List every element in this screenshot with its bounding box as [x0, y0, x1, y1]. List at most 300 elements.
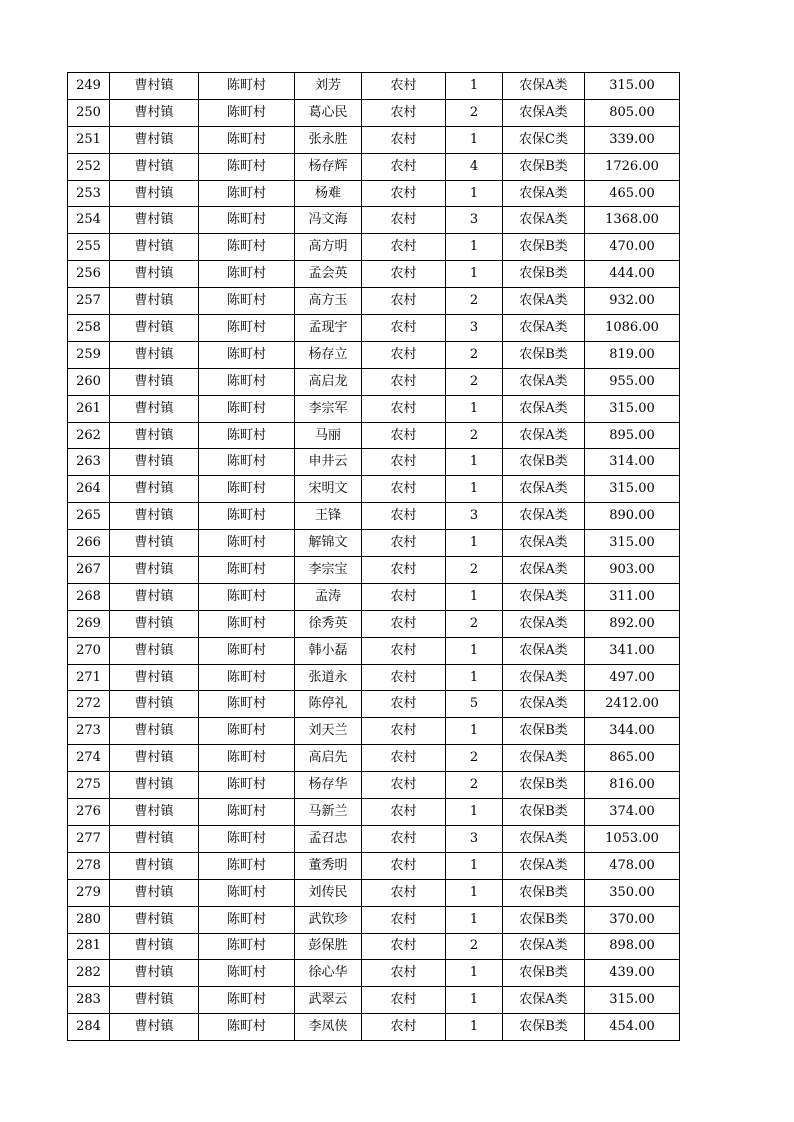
household-type-cell: 农村: [362, 153, 446, 180]
village-cell: 陈町村: [199, 745, 295, 772]
insurance-category-cell: 农保B类: [503, 772, 585, 799]
household-type-cell: 农村: [362, 610, 446, 637]
name-cell: 徐秀英: [295, 610, 362, 637]
household-type-cell: 农村: [362, 503, 446, 530]
member-count-cell: 2: [446, 557, 503, 584]
insurance-category-cell: 农保A类: [503, 557, 585, 584]
table-row: [68, 664, 680, 691]
amount-cell: 1086.00: [585, 315, 680, 342]
village-cell: 陈町村: [199, 987, 295, 1014]
amount-cell: 805.00: [585, 99, 680, 126]
row-number-cell: 264: [68, 476, 110, 503]
name-cell: 葛心民: [295, 99, 362, 126]
member-count-cell: 2: [446, 341, 503, 368]
village-cell: 陈町村: [199, 126, 295, 153]
insurance-category-cell: 农保A类: [503, 987, 585, 1014]
table-row: [68, 799, 680, 826]
name-cell: 杨存立: [295, 341, 362, 368]
household-type-cell: 农村: [362, 772, 446, 799]
table-row: [68, 180, 680, 207]
household-type-cell: 农村: [362, 557, 446, 584]
member-count-cell: 2: [446, 288, 503, 315]
village-cell: 陈町村: [199, 933, 295, 960]
town-cell: 曹村镇: [110, 180, 199, 207]
name-cell: 张道永: [295, 664, 362, 691]
town-cell: 曹村镇: [110, 1014, 199, 1041]
insurance-category-cell: 农保B类: [503, 879, 585, 906]
amount-cell: 478.00: [585, 852, 680, 879]
amount-cell: 315.00: [585, 987, 680, 1014]
household-type-cell: 农村: [362, 261, 446, 288]
town-cell: 曹村镇: [110, 530, 199, 557]
town-cell: 曹村镇: [110, 476, 199, 503]
town-cell: 曹村镇: [110, 261, 199, 288]
row-number-cell: 252: [68, 153, 110, 180]
insurance-category-cell: 农保A类: [503, 422, 585, 449]
table-row: [68, 879, 680, 906]
town-cell: 曹村镇: [110, 610, 199, 637]
table-row: [68, 73, 680, 100]
amount-cell: 341.00: [585, 637, 680, 664]
household-type-cell: 农村: [362, 637, 446, 664]
amount-cell: 350.00: [585, 879, 680, 906]
row-number-cell: 273: [68, 718, 110, 745]
table-row: [68, 960, 680, 987]
insurance-category-cell: 农保A类: [503, 691, 585, 718]
table-row: [68, 126, 680, 153]
insurance-category-cell: 农保A类: [503, 207, 585, 234]
insurance-category-cell: 农保A类: [503, 180, 585, 207]
household-type-cell: 农村: [362, 530, 446, 557]
amount-cell: 898.00: [585, 933, 680, 960]
insurance-category-cell: 农保A类: [503, 637, 585, 664]
row-number-cell: 267: [68, 557, 110, 584]
member-count-cell: 1: [446, 987, 503, 1014]
village-cell: 陈町村: [199, 960, 295, 987]
insurance-category-cell: 农保A类: [503, 99, 585, 126]
village-cell: 陈町村: [199, 476, 295, 503]
name-cell: 武翠云: [295, 987, 362, 1014]
town-cell: 曹村镇: [110, 422, 199, 449]
amount-cell: 892.00: [585, 610, 680, 637]
row-number-cell: 282: [68, 960, 110, 987]
insurance-category-cell: 农保A类: [503, 315, 585, 342]
village-cell: 陈町村: [199, 852, 295, 879]
amount-cell: 315.00: [585, 530, 680, 557]
member-count-cell: 1: [446, 234, 503, 261]
village-cell: 陈町村: [199, 315, 295, 342]
name-cell: 韩小磊: [295, 637, 362, 664]
row-number-cell: 266: [68, 530, 110, 557]
insurance-category-cell: 农保A类: [503, 583, 585, 610]
insurance-category-cell: 农保B类: [503, 234, 585, 261]
household-type-cell: 农村: [362, 987, 446, 1014]
town-cell: 曹村镇: [110, 341, 199, 368]
amount-cell: 374.00: [585, 799, 680, 826]
village-cell: 陈町村: [199, 1014, 295, 1041]
village-cell: 陈町村: [199, 207, 295, 234]
amount-cell: 816.00: [585, 772, 680, 799]
row-number-cell: 265: [68, 503, 110, 530]
name-cell: 孟会英: [295, 261, 362, 288]
member-count-cell: 1: [446, 73, 503, 100]
amount-cell: 1726.00: [585, 153, 680, 180]
household-type-cell: 农村: [362, 315, 446, 342]
amount-cell: 819.00: [585, 341, 680, 368]
insurance-category-cell: 农保B类: [503, 261, 585, 288]
name-cell: 彭保胜: [295, 933, 362, 960]
table-row: [68, 583, 680, 610]
table-row: [68, 261, 680, 288]
household-type-cell: 农村: [362, 395, 446, 422]
row-number-cell: 284: [68, 1014, 110, 1041]
table-row: [68, 341, 680, 368]
household-type-cell: 农村: [362, 368, 446, 395]
town-cell: 曹村镇: [110, 691, 199, 718]
row-number-cell: 279: [68, 879, 110, 906]
insurance-category-cell: 农保B类: [503, 718, 585, 745]
town-cell: 曹村镇: [110, 718, 199, 745]
village-cell: 陈町村: [199, 395, 295, 422]
amount-cell: 439.00: [585, 960, 680, 987]
name-cell: 孟现宇: [295, 315, 362, 342]
insurance-category-cell: 农保A类: [503, 288, 585, 315]
member-count-cell: 3: [446, 207, 503, 234]
insurance-category-cell: 农保A类: [503, 664, 585, 691]
row-number-cell: 249: [68, 73, 110, 100]
household-type-cell: 农村: [362, 583, 446, 610]
amount-cell: 932.00: [585, 288, 680, 315]
amount-cell: 454.00: [585, 1014, 680, 1041]
town-cell: 曹村镇: [110, 449, 199, 476]
member-count-cell: 1: [446, 664, 503, 691]
row-number-cell: 276: [68, 799, 110, 826]
table-body: [68, 73, 680, 1041]
name-cell: 刘芳: [295, 73, 362, 100]
household-type-cell: 农村: [362, 341, 446, 368]
village-cell: 陈町村: [199, 341, 295, 368]
amount-cell: 444.00: [585, 261, 680, 288]
town-cell: 曹村镇: [110, 368, 199, 395]
town-cell: 曹村镇: [110, 99, 199, 126]
amount-cell: 865.00: [585, 745, 680, 772]
amount-cell: 1368.00: [585, 207, 680, 234]
town-cell: 曹村镇: [110, 987, 199, 1014]
row-number-cell: 254: [68, 207, 110, 234]
town-cell: 曹村镇: [110, 583, 199, 610]
row-number-cell: 261: [68, 395, 110, 422]
table-row: [68, 987, 680, 1014]
household-type-cell: 农村: [362, 126, 446, 153]
household-type-cell: 农村: [362, 664, 446, 691]
insurance-category-cell: 农保B类: [503, 449, 585, 476]
table-row: [68, 772, 680, 799]
amount-cell: 1053.00: [585, 825, 680, 852]
name-cell: 解锦文: [295, 530, 362, 557]
insurance-category-cell: 农保B类: [503, 341, 585, 368]
insurance-category-cell: 农保A类: [503, 852, 585, 879]
household-type-cell: 农村: [362, 960, 446, 987]
insurance-category-cell: 农保B类: [503, 153, 585, 180]
town-cell: 曹村镇: [110, 852, 199, 879]
insurance-category-cell: 农保C类: [503, 126, 585, 153]
amount-cell: 465.00: [585, 180, 680, 207]
insurance-category-cell: 农保A类: [503, 503, 585, 530]
amount-cell: 895.00: [585, 422, 680, 449]
member-count-cell: 2: [446, 610, 503, 637]
village-cell: 陈町村: [199, 583, 295, 610]
amount-cell: 315.00: [585, 73, 680, 100]
amount-cell: 370.00: [585, 906, 680, 933]
name-cell: 高启先: [295, 745, 362, 772]
village-cell: 陈町村: [199, 99, 295, 126]
name-cell: 高启龙: [295, 368, 362, 395]
town-cell: 曹村镇: [110, 664, 199, 691]
insurance-category-cell: 农保A类: [503, 73, 585, 100]
name-cell: 杨存辉: [295, 153, 362, 180]
member-count-cell: 2: [446, 368, 503, 395]
member-count-cell: 1: [446, 530, 503, 557]
town-cell: 曹村镇: [110, 503, 199, 530]
member-count-cell: 3: [446, 503, 503, 530]
table-row: [68, 315, 680, 342]
household-type-cell: 农村: [362, 825, 446, 852]
village-cell: 陈町村: [199, 799, 295, 826]
member-count-cell: 1: [446, 637, 503, 664]
town-cell: 曹村镇: [110, 207, 199, 234]
household-type-cell: 农村: [362, 99, 446, 126]
name-cell: 刘天兰: [295, 718, 362, 745]
table-row: [68, 530, 680, 557]
amount-cell: 315.00: [585, 395, 680, 422]
name-cell: 张永胜: [295, 126, 362, 153]
village-cell: 陈町村: [199, 637, 295, 664]
household-type-cell: 农村: [362, 234, 446, 261]
name-cell: 申井云: [295, 449, 362, 476]
row-number-cell: 280: [68, 906, 110, 933]
amount-cell: 955.00: [585, 368, 680, 395]
name-cell: 李凤侠: [295, 1014, 362, 1041]
amount-cell: 497.00: [585, 664, 680, 691]
name-cell: 杨难: [295, 180, 362, 207]
member-count-cell: 1: [446, 718, 503, 745]
table-row: [68, 637, 680, 664]
member-count-cell: 1: [446, 906, 503, 933]
amount-cell: 311.00: [585, 583, 680, 610]
town-cell: 曹村镇: [110, 745, 199, 772]
row-number-cell: 281: [68, 933, 110, 960]
amount-cell: 314.00: [585, 449, 680, 476]
name-cell: 王锋: [295, 503, 362, 530]
town-cell: 曹村镇: [110, 557, 199, 584]
table-row: [68, 691, 680, 718]
table-row: [68, 852, 680, 879]
row-number-cell: 256: [68, 261, 110, 288]
amount-cell: 2412.00: [585, 691, 680, 718]
table-row: [68, 745, 680, 772]
name-cell: 马丽: [295, 422, 362, 449]
table-row: [68, 395, 680, 422]
village-cell: 陈町村: [199, 261, 295, 288]
village-cell: 陈町村: [199, 422, 295, 449]
insurance-category-cell: 农保A类: [503, 825, 585, 852]
member-count-cell: 2: [446, 933, 503, 960]
village-cell: 陈町村: [199, 153, 295, 180]
row-number-cell: 263: [68, 449, 110, 476]
insurance-category-cell: 农保A类: [503, 368, 585, 395]
name-cell: 武钦珍: [295, 906, 362, 933]
member-count-cell: 2: [446, 422, 503, 449]
town-cell: 曹村镇: [110, 825, 199, 852]
household-type-cell: 农村: [362, 1014, 446, 1041]
town-cell: 曹村镇: [110, 906, 199, 933]
village-cell: 陈町村: [199, 610, 295, 637]
table-row: [68, 1014, 680, 1041]
town-cell: 曹村镇: [110, 772, 199, 799]
member-count-cell: 1: [446, 852, 503, 879]
town-cell: 曹村镇: [110, 73, 199, 100]
town-cell: 曹村镇: [110, 395, 199, 422]
household-type-cell: 农村: [362, 933, 446, 960]
member-count-cell: 1: [446, 476, 503, 503]
name-cell: 高方明: [295, 234, 362, 261]
row-number-cell: 283: [68, 987, 110, 1014]
name-cell: 陈停礼: [295, 691, 362, 718]
village-cell: 陈町村: [199, 234, 295, 261]
row-number-cell: 272: [68, 691, 110, 718]
member-count-cell: 4: [446, 153, 503, 180]
member-count-cell: 5: [446, 691, 503, 718]
table-row: [68, 449, 680, 476]
table-row: [68, 557, 680, 584]
town-cell: 曹村镇: [110, 153, 199, 180]
village-cell: 陈町村: [199, 557, 295, 584]
name-cell: 徐心华: [295, 960, 362, 987]
insurance-category-cell: 农保A类: [503, 610, 585, 637]
name-cell: 李宗军: [295, 395, 362, 422]
row-number-cell: 253: [68, 180, 110, 207]
table-row: [68, 933, 680, 960]
town-cell: 曹村镇: [110, 879, 199, 906]
table-row: [68, 476, 680, 503]
village-cell: 陈町村: [199, 503, 295, 530]
town-cell: 曹村镇: [110, 288, 199, 315]
household-type-cell: 农村: [362, 852, 446, 879]
insurance-category-cell: 农保B类: [503, 799, 585, 826]
insurance-category-cell: 农保B类: [503, 1014, 585, 1041]
household-type-cell: 农村: [362, 906, 446, 933]
table-row: [68, 368, 680, 395]
member-count-cell: 1: [446, 1014, 503, 1041]
row-number-cell: 262: [68, 422, 110, 449]
village-cell: 陈町村: [199, 73, 295, 100]
name-cell: 宋明文: [295, 476, 362, 503]
town-cell: 曹村镇: [110, 799, 199, 826]
insurance-category-cell: 农保A类: [503, 933, 585, 960]
row-number-cell: 257: [68, 288, 110, 315]
member-count-cell: 3: [446, 315, 503, 342]
village-cell: 陈町村: [199, 449, 295, 476]
amount-cell: 890.00: [585, 503, 680, 530]
row-number-cell: 250: [68, 99, 110, 126]
household-type-cell: 农村: [362, 799, 446, 826]
member-count-cell: 1: [446, 583, 503, 610]
village-cell: 陈町村: [199, 530, 295, 557]
name-cell: 高方玉: [295, 288, 362, 315]
village-cell: 陈町村: [199, 368, 295, 395]
row-number-cell: 258: [68, 315, 110, 342]
row-number-cell: 278: [68, 852, 110, 879]
table-row: [68, 207, 680, 234]
village-cell: 陈町村: [199, 180, 295, 207]
household-type-cell: 农村: [362, 691, 446, 718]
insurance-category-cell: 农保B类: [503, 906, 585, 933]
row-number-cell: 251: [68, 126, 110, 153]
table-row: [68, 99, 680, 126]
insurance-category-cell: 农保A类: [503, 395, 585, 422]
member-count-cell: 1: [446, 261, 503, 288]
name-cell: 马新兰: [295, 799, 362, 826]
insurance-category-cell: 农保A类: [503, 745, 585, 772]
village-cell: 陈町村: [199, 879, 295, 906]
table-row: [68, 422, 680, 449]
name-cell: 孟召忠: [295, 825, 362, 852]
village-cell: 陈町村: [199, 664, 295, 691]
town-cell: 曹村镇: [110, 933, 199, 960]
amount-cell: 470.00: [585, 234, 680, 261]
member-count-cell: 1: [446, 960, 503, 987]
name-cell: 刘传民: [295, 879, 362, 906]
town-cell: 曹村镇: [110, 234, 199, 261]
insurance-category-cell: 农保B类: [503, 960, 585, 987]
member-count-cell: 3: [446, 825, 503, 852]
village-cell: 陈町村: [199, 906, 295, 933]
village-cell: 陈町村: [199, 825, 295, 852]
village-cell: 陈町村: [199, 288, 295, 315]
row-number-cell: 255: [68, 234, 110, 261]
table-row: [68, 503, 680, 530]
village-cell: 陈町村: [199, 691, 295, 718]
household-type-cell: 农村: [362, 476, 446, 503]
member-count-cell: 1: [446, 449, 503, 476]
town-cell: 曹村镇: [110, 960, 199, 987]
insurance-category-cell: 农保A类: [503, 476, 585, 503]
name-cell: 杨存华: [295, 772, 362, 799]
data-table: [67, 72, 680, 1041]
household-type-cell: 农村: [362, 449, 446, 476]
member-count-cell: 1: [446, 395, 503, 422]
table-row: [68, 906, 680, 933]
household-type-cell: 农村: [362, 73, 446, 100]
row-number-cell: 270: [68, 637, 110, 664]
row-number-cell: 275: [68, 772, 110, 799]
name-cell: 孟涛: [295, 583, 362, 610]
row-number-cell: 259: [68, 341, 110, 368]
member-count-cell: 1: [446, 180, 503, 207]
row-number-cell: 268: [68, 583, 110, 610]
amount-cell: 903.00: [585, 557, 680, 584]
member-count-cell: 1: [446, 799, 503, 826]
member-count-cell: 2: [446, 772, 503, 799]
household-type-cell: 农村: [362, 718, 446, 745]
member-count-cell: 1: [446, 879, 503, 906]
amount-cell: 315.00: [585, 476, 680, 503]
row-number-cell: 271: [68, 664, 110, 691]
household-type-cell: 农村: [362, 207, 446, 234]
table-row: [68, 153, 680, 180]
member-count-cell: 2: [446, 99, 503, 126]
table-row: [68, 825, 680, 852]
